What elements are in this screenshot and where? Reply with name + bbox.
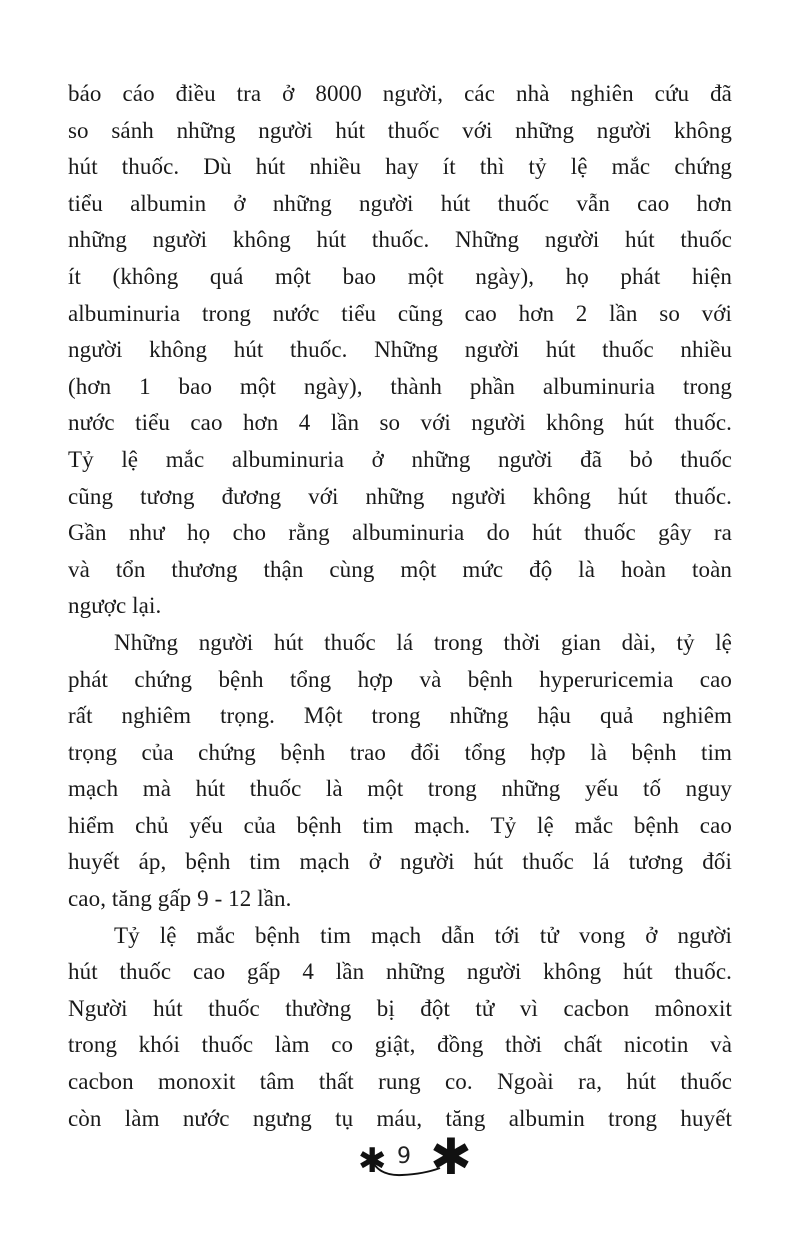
text-line: cũng tương đương với những người không hút thuốc. — [68, 483, 732, 509]
text-line: albuminuria trong nước tiểu cũng cao hơn 2 lần so với — [68, 300, 732, 326]
paragraph-3 — [68, 918, 732, 1138]
text-line: nước tiểu cao hơn 4 lần so với người không hút thuốc. — [68, 410, 732, 436]
text-line: rất nghiêm trọng. Một trong những hậu quả nghiêm — [68, 703, 732, 729]
text-line: so sánh những người hút thuốc với những người không — [68, 117, 732, 143]
text-line: huyết áp, bệnh tim mạch ở người hút thuốc lá tương đối — [68, 849, 732, 875]
text-line: ngược lại. — [68, 593, 162, 619]
text-line: Người hút thuốc thường bị đột tử vì cacbon mônoxit — [68, 995, 732, 1021]
swash-ornament-icon — [372, 1160, 444, 1180]
text-line: phát chứng bệnh tổng hợp và bệnh hyperuricemia cao — [68, 666, 732, 692]
paragraph-2 — [68, 625, 732, 918]
text-line: cao, tăng gấp 9 - 12 lần. — [68, 886, 292, 912]
text-line: cacbon monoxit tâm thất rung co. Ngoài ra, hút thuốc — [68, 1069, 732, 1095]
text-line: trọng của chứng bệnh trao đổi tổng hợp là bệnh tim — [68, 739, 732, 765]
text-line: còn làm nước ngưng tụ máu, tăng albumin trong huyết — [68, 1105, 732, 1131]
text-line: Những người hút thuốc lá trong thời gian dài, tỷ lệ — [114, 629, 732, 655]
text-line: những người không hút thuốc. Những người hút thuốc — [68, 227, 732, 253]
page-body — [68, 76, 732, 1137]
text-line: tiểu albumin ở những người hút thuốc vẫn cao hơn — [68, 190, 732, 216]
text-line: Tỷ lệ mắc albuminuria ở những người đã bỏ thuốc — [68, 446, 732, 472]
page-number: 9 — [397, 1144, 411, 1169]
asterisk-ornament-icon: ✱ — [430, 1128, 472, 1186]
text-line: Tỷ lệ mắc bệnh tim mạch dẫn tới tử vong ở người — [114, 922, 732, 948]
asterisk-ornament-icon: ✱ — [358, 1141, 387, 1181]
text-line: người không hút thuốc. Những người hút thuốc nhiều — [68, 337, 732, 363]
text-line: Gần như họ cho rằng albuminuria do hút thuốc gây ra — [68, 520, 732, 546]
text-line: mạch mà hút thuốc là một trong những yếu tố nguy — [68, 776, 732, 802]
page-footer — [0, 1128, 800, 1200]
text-line: hút thuốc cao gấp 4 lần những người không hút thuốc. — [68, 959, 732, 985]
text-line: báo cáo điều tra ở 8000 người, các nhà nghiên cứu đã — [68, 81, 732, 106]
text-line: hút thuốc. Dù hút nhiều hay ít thì tỷ lệ mắc chứng — [68, 154, 732, 180]
text-line: (hơn 1 bao một ngày), thành phần albuminuria trong — [68, 373, 732, 399]
text-line: trong khói thuốc làm co giật, đồng thời chất nicotin và — [68, 1032, 732, 1058]
text-line: ít (không quá một bao một ngày), họ phát hiện — [68, 263, 732, 289]
text-line: và tổn thương thận cùng một mức độ là hoàn toàn — [68, 556, 732, 582]
text-line: hiểm chủ yếu của bệnh tim mạch. Tỷ lệ mắc bệnh cao — [68, 812, 732, 838]
paragraph-1 — [68, 76, 732, 625]
